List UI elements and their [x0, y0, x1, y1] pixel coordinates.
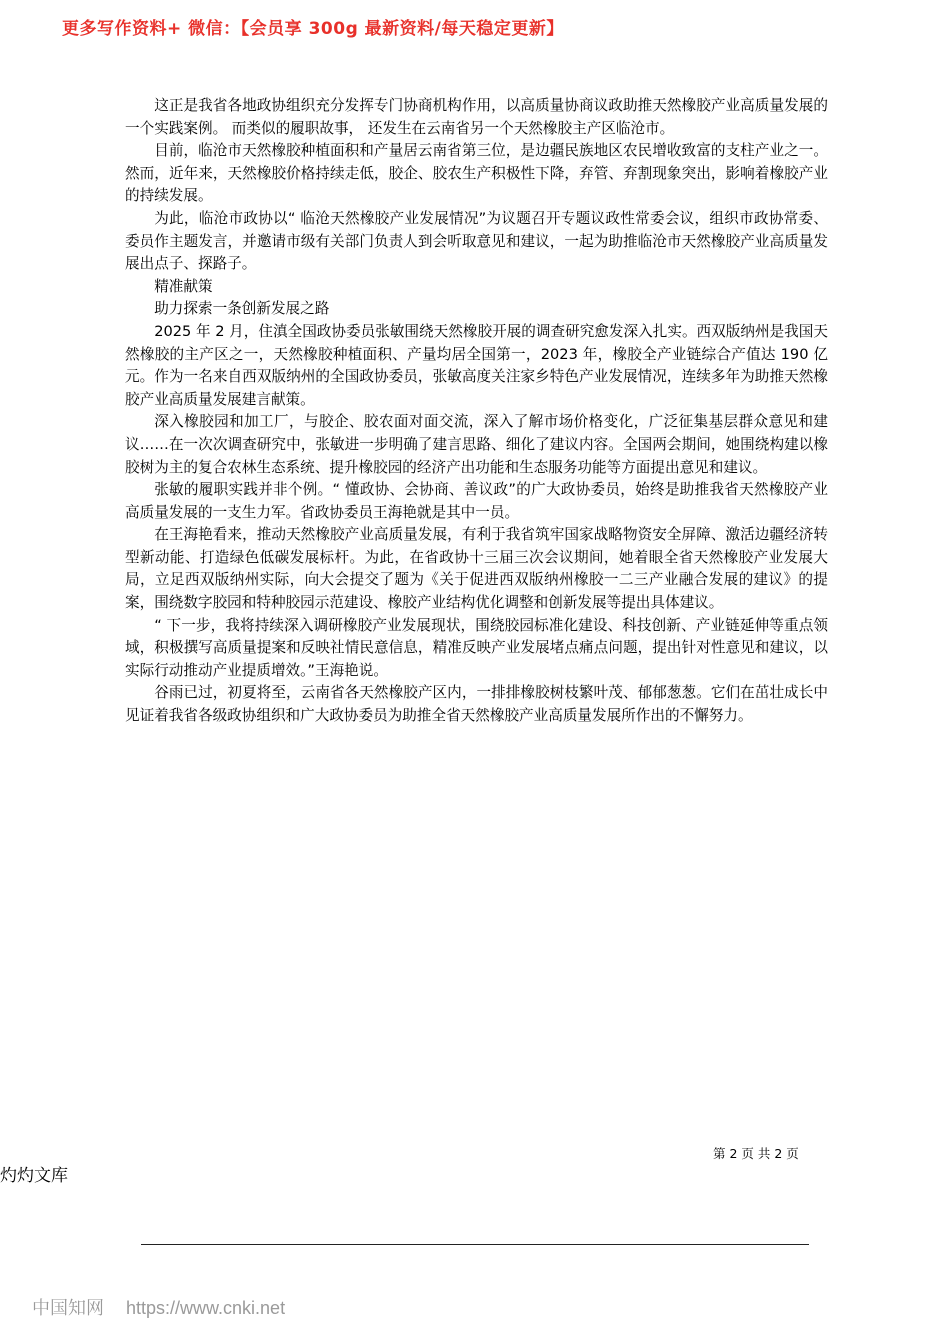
paragraph: 深入橡胶园和加工厂，与胶企、胶农面对面交流，深入了解市场价格变化，广泛征集基层群众意见和建议……在一次次调查研究中，张敏进一步明确了建言思路、细化了建议内容。全国两会期间，她围绕构建以橡胶树为主的复合农林生态系统、提升橡胶园的经济产出功能和生态服务功能等方面提出意见和建议。	[125, 413, 828, 476]
footer-divider	[141, 1244, 809, 1245]
section-subheading: 助力探索一条创新发展之路	[154, 300, 330, 318]
source-watermark	[32, 1294, 285, 1320]
watermark-url: https://www.cnki.net	[126, 1298, 286, 1318]
paragraph: 张敏的履职实践并非个例。“ 懂政协、会协商、善议政”的广大政协委员，始终是助推我省天然橡胶产业高质量发展的一支生力军。省政协委员王海艳就是其中一员。	[125, 481, 828, 521]
paragraph: 在王海艳看来，推动天然橡胶产业高质量发展，有利于我省筑牢国家战略物资安全屏障、激活边疆经济转型新动能、打造绿色低碳发展标杆。为此，在省政协十三届三次会议期间，她着眼全省天然橡胶产业发展大局，立足西双版纳州实际，向大会提交了题为《关于促进西双版纳州橡胶一二三产业融合发展的建议》的提案，围绕数字胶园和特种胶园示范建设、橡胶产业结构优化调整和创新发展等提出具体建议。	[125, 526, 828, 612]
paragraph: 目前，临沧市天然橡胶种植面积和产量居云南省第三位，是边疆民族地区农民增收致富的支柱产业之一。然而，近年来，天然橡胶价格持续走低，胶企、胶农生产积极性下降，弃管、弃割现象突出，影响着橡胶产业的持续发展。	[125, 142, 828, 205]
section-heading: 精准献策	[154, 277, 213, 295]
library-name: 灼灼文库	[0, 1166, 68, 1186]
paragraph: 2025 年 2 月，住滇全国政协委员张敏围绕天然橡胶开展的调查研究愈发深入扎实。西双版纳州是我国天然橡胶的主产区之一，天然橡胶种植面积、产量均居全国第一，2023 年，橡胶全产业链综合产值达 190 亿元。作为一名来自西双版纳州的全国政协委员，张敏高度关注家乡特色产业发展情况，连续多年为助推天然橡胶产业高质量发展建言献策。	[125, 322, 828, 408]
watermark-site-name: 中国知网	[32, 1298, 104, 1318]
page-number: 第 2 页 共 2 页	[713, 1146, 799, 1161]
promo-banner: 更多写作资料+ 微信：【会员享 300g 最新资料/每天稳定更新】	[62, 19, 564, 39]
paragraph: 为此，临沧市政协以“ 临沧天然橡胶产业发展情况”为议题召开专题议政性常委会议，组织市政协常委、委员作主题发言，并邀请市级有关部门负责人到会听取意见和建议，一起为助推临沧市天然橡胶产业高质量发展出点子、探路子。	[125, 209, 828, 273]
paragraph: 这正是我省各地政协组织充分发挥专门协商机构作用，以高质量协商议政助推天然橡胶产业高质量发展的一个实践案例。 而类似的履职故事， 还发生在云南省另一个天然橡胶主产区临沧市。	[125, 97, 828, 137]
article-body	[125, 95, 828, 728]
paragraph: 谷雨已过，初夏将至，云南省各天然橡胶产区内，一排排橡胶树枝繁叶茂、郁郁葱葱。它们在茁壮成长中见证着我省各级政协组织和广大政协委员为助推全省天然橡胶产业高质量发展所作出的不懈努力。	[125, 684, 828, 725]
paragraph: “ 下一步，我将持续深入调研橡胶产业发展现状，围绕胶园标准化建设、科技创新、产业链延伸等重点领域，积极撰写高质量提案和反映社情民意信息，精准反映产业发展堵点痛点问题，提出针对性意见和建议，以实际行动推动产业提质增效。”王海艳说。	[125, 616, 828, 679]
